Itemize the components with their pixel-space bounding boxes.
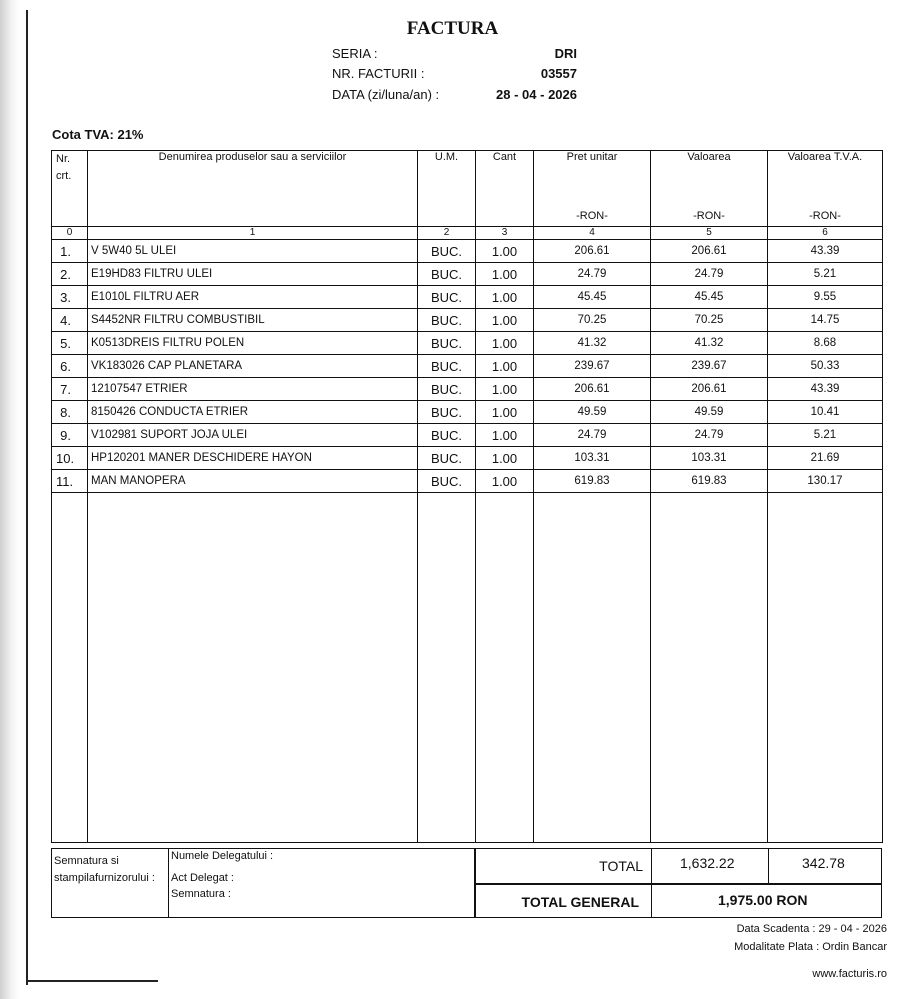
quantity: 1.00	[476, 263, 534, 286]
quantity: 1.00	[476, 355, 534, 378]
table-row	[52, 286, 883, 309]
col-index: 0	[52, 227, 88, 240]
col-header-vat: Valoarea T.V.A. -RON-	[768, 151, 883, 227]
invoice-table	[51, 150, 883, 843]
unit-price: 206.61	[534, 378, 651, 401]
grand-total-value: 1,975.00 RON	[718, 892, 808, 908]
table-row	[52, 355, 883, 378]
line-vat: 5.21	[768, 263, 883, 286]
quantity: 1.00	[476, 240, 534, 263]
page-border-line	[26, 10, 28, 985]
invoice-title: FACTURA	[406, 18, 499, 39]
row-number: 10.	[52, 447, 88, 470]
grand-total-label: TOTAL GENERAL	[521, 894, 639, 910]
col-index: 6	[768, 227, 883, 240]
quantity: 1.00	[476, 378, 534, 401]
line-vat: 10.41	[768, 401, 883, 424]
unit-price: 24.79	[534, 263, 651, 286]
unit: BUC.	[418, 378, 476, 401]
unit-price: 619.83	[534, 470, 651, 493]
table-row	[52, 470, 883, 493]
serie-label: SERIA :	[332, 46, 378, 61]
supplier-signature-label-2: stampilafurnizorului :	[54, 872, 155, 884]
supplier-signature-label-1: Semnatura si	[54, 855, 119, 867]
unit: BUC.	[418, 355, 476, 378]
product-name: 8150426 CONDUCTA ETRIER	[88, 401, 418, 424]
unit: BUC.	[418, 447, 476, 470]
line-vat: 50.33	[768, 355, 883, 378]
product-name: S4452NR FILTRU COMBUSTIBIL	[88, 309, 418, 332]
product-name: V 5W40 5L ULEI	[88, 240, 418, 263]
line-vat: 43.39	[768, 240, 883, 263]
quantity: 1.00	[476, 447, 534, 470]
total-label-cell	[476, 849, 652, 883]
bottom-rule	[28, 980, 158, 982]
line-vat: 21.69	[768, 447, 883, 470]
quantity: 1.00	[476, 470, 534, 493]
grand-total-row	[475, 884, 882, 918]
unit: BUC.	[418, 286, 476, 309]
quantity: 1.00	[476, 309, 534, 332]
unit-price: 41.32	[534, 332, 651, 355]
product-name: V102981 SUPORT JOJA ULEI	[88, 424, 418, 447]
quantity: 1.00	[476, 424, 534, 447]
row-number: 1.	[52, 240, 88, 263]
line-value: 24.79	[651, 424, 768, 447]
unit: BUC.	[418, 401, 476, 424]
table-header-row	[52, 151, 883, 227]
total-value: 1,632.22	[680, 855, 735, 871]
table-row	[52, 332, 883, 355]
delegate-act-label: Act Delegat :	[171, 872, 234, 884]
column-index-row	[52, 227, 883, 240]
total-value-cell	[652, 849, 769, 883]
total-vat-value: 342.78	[802, 855, 845, 871]
unit: BUC.	[418, 424, 476, 447]
page-shadow	[0, 0, 20, 999]
row-number: 8.	[52, 401, 88, 424]
delegate-signature-label: Semnatura :	[171, 888, 231, 900]
col-header-value: Valoarea -RON-	[651, 151, 768, 227]
row-number: 6.	[52, 355, 88, 378]
line-value: 45.45	[651, 286, 768, 309]
line-value: 206.61	[651, 240, 768, 263]
table-empty-area	[52, 493, 883, 843]
unit-price: 70.25	[534, 309, 651, 332]
table-row	[52, 401, 883, 424]
line-vat: 5.21	[768, 424, 883, 447]
delegate-box	[167, 848, 475, 918]
unit-price: 49.59	[534, 401, 651, 424]
serie-value: DRI	[554, 46, 577, 61]
row-number: 9.	[52, 424, 88, 447]
line-value: 24.79	[651, 263, 768, 286]
invoice-number-label: NR. FACTURII :	[332, 66, 425, 81]
table-row	[52, 378, 883, 401]
unit: BUC.	[418, 263, 476, 286]
col-index: 5	[651, 227, 768, 240]
invoice-number-value: 03557	[540, 66, 577, 81]
line-value: 239.67	[651, 355, 768, 378]
product-name: 12107547 ETRIER	[88, 378, 418, 401]
line-value: 206.61	[651, 378, 768, 401]
product-name: HP120201 MANER DESCHIDERE HAYON	[88, 447, 418, 470]
table-row	[52, 447, 883, 470]
line-value: 49.59	[651, 401, 768, 424]
line-vat: 130.17	[768, 470, 883, 493]
product-name: VK183026 CAP PLANETARA	[88, 355, 418, 378]
invoice-date-value: 28 - 04 - 2026	[496, 87, 577, 102]
unit-price: 239.67	[534, 355, 651, 378]
product-name: K0513DREIS FILTRU POLEN	[88, 332, 418, 355]
line-value: 70.25	[651, 309, 768, 332]
unit: BUC.	[418, 309, 476, 332]
col-header-um: U.M.	[418, 151, 476, 227]
total-label: TOTAL	[599, 858, 643, 874]
col-index: 2	[418, 227, 476, 240]
table-row	[52, 424, 883, 447]
line-vat: 43.39	[768, 378, 883, 401]
quantity: 1.00	[476, 332, 534, 355]
invoice-date-label: DATA (zi/luna/an) :	[332, 87, 440, 102]
line-value: 41.32	[651, 332, 768, 355]
due-date: Data Scadenta : 29 - 04 - 2026	[736, 923, 887, 935]
col-header-cant: Cant	[476, 151, 534, 227]
supplier-signature-box	[51, 848, 169, 918]
unit-price: 103.31	[534, 447, 651, 470]
vat-rate: Cota TVA: 21%	[52, 127, 144, 142]
table-row	[52, 263, 883, 286]
line-value: 103.31	[651, 447, 768, 470]
col-header-nr: Nr. crt.	[52, 151, 88, 227]
unit: BUC.	[418, 470, 476, 493]
row-number: 3.	[52, 286, 88, 309]
unit-price: 24.79	[534, 424, 651, 447]
quantity: 1.00	[476, 401, 534, 424]
unit: BUC.	[418, 332, 476, 355]
unit: BUC.	[418, 240, 476, 263]
line-vat: 9.55	[768, 286, 883, 309]
total-row	[475, 848, 882, 884]
product-name: E19HD83 FILTRU ULEI	[88, 263, 418, 286]
quantity: 1.00	[476, 286, 534, 309]
payment-method: Modalitate Plata : Ordin Bancar	[734, 941, 887, 953]
table-row	[52, 309, 883, 332]
product-name: E1010L FILTRU AER	[88, 286, 418, 309]
row-number: 7.	[52, 378, 88, 401]
row-number: 11.	[52, 470, 88, 493]
row-number: 4.	[52, 309, 88, 332]
product-name: MAN MANOPERA	[88, 470, 418, 493]
unit-price: 45.45	[534, 286, 651, 309]
col-header-price: Pret unitar -RON-	[534, 151, 651, 227]
site-link[interactable]: www.facturis.ro	[812, 968, 887, 980]
line-vat: 8.68	[768, 332, 883, 355]
row-number: 5.	[52, 332, 88, 355]
row-number: 2.	[52, 263, 88, 286]
line-value: 619.83	[651, 470, 768, 493]
unit-price: 206.61	[534, 240, 651, 263]
line-vat: 14.75	[768, 309, 883, 332]
col-index: 1	[88, 227, 418, 240]
col-header-name: Denumirea produselor sau a serviciilor	[88, 151, 418, 227]
col-index: 3	[476, 227, 534, 240]
delegate-name-label: Numele Delegatului :	[171, 850, 274, 862]
table-row	[52, 240, 883, 263]
col-index: 4	[534, 227, 651, 240]
grand-total-label-cell	[476, 885, 652, 917]
